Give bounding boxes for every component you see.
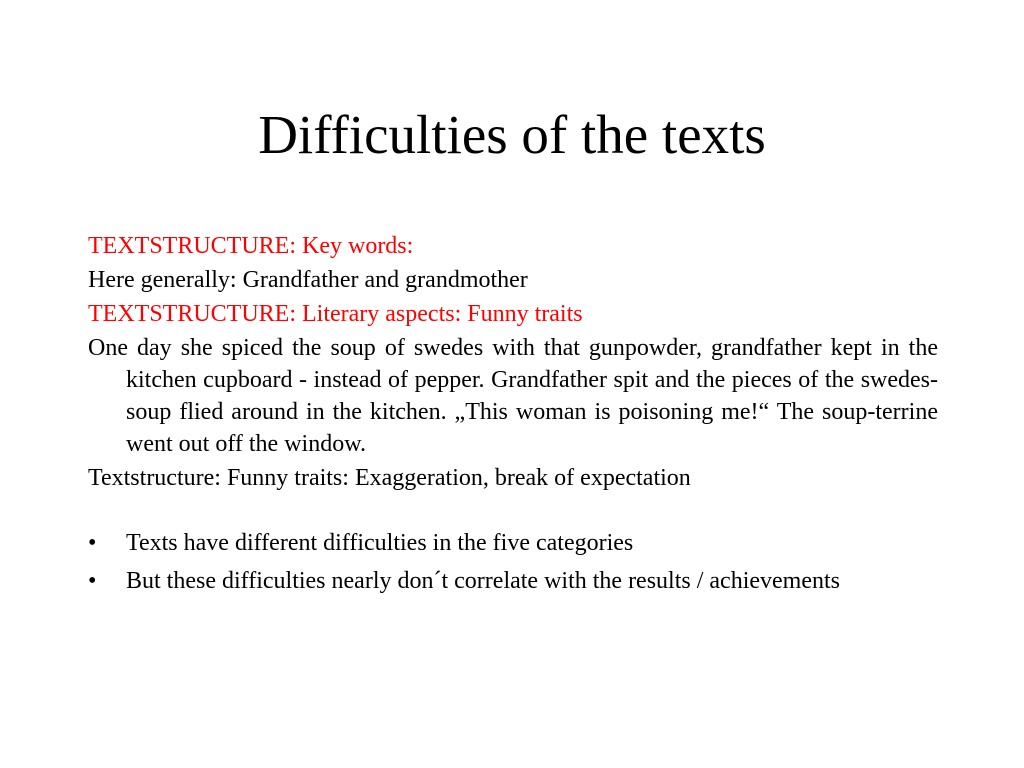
heading-key-words: TEXTSTRUCTURE: Key words:	[88, 233, 414, 259]
paragraph-story-excerpt: One day she spiced the soup of swedes with that gunpowder, grandfather kept in the kitchen cupboard - instead of pepper. Grandfather spit and the pieces of the swedes-soup flied around in the kitchen. „This woman is poisoning me!“ The soup-terrine went out off the window.	[88, 335, 938, 457]
bullet-icon: •	[88, 568, 97, 594]
paragraph-grandparents: Here generally: Grandfather and grandmother	[88, 267, 528, 293]
heading-literary-aspects: TEXTSTRUCTURE: Literary aspects: Funny traits	[88, 301, 583, 327]
bullet-item	[88, 527, 938, 559]
bullet-list	[88, 527, 938, 597]
slide-content	[88, 230, 938, 603]
slide-title: Difficulties of the texts	[258, 104, 766, 165]
bullet-text: But these difficulties nearly don´t correlate with the results / achievements	[126, 568, 840, 594]
bullet-text: Texts have different difficulties in the five categories	[126, 530, 634, 556]
paragraph-funny-traits: Textstructure: Funny traits: Exaggeration, break of expectation	[88, 465, 691, 491]
bullet-icon: •	[88, 530, 97, 556]
bullet-item	[88, 565, 938, 597]
